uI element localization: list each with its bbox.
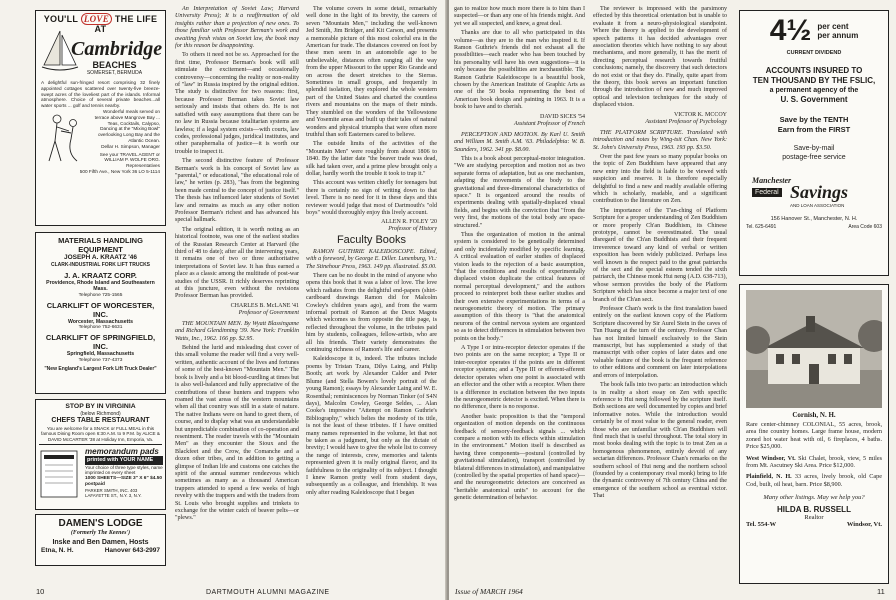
mail-line-2: postage-free service	[782, 154, 846, 161]
paragraph: The volume covers in some detail, remarkably well done in the light of its brevity, the careers of seven "Mountain Men," including the well-known Jed Smith, Jim Bridger, and Kit Carson, and presents a memorable picture of this most colorful era in the American fur trade. The distances covered on foot by these men seem in an automobile age to be unbelievable, distances often ranging all the way from the upper Missouri to the upper Rio Grande and on across the desert stretches to the Sierras. Sometimes in small groups, and frequently in splendid isolation, they explored the whole western part of the United States and charted the countless rivers and mountains on the maps of their minds. They stumbled on the wonders of the Yellowstone and Yosemite areas and built up their tales of natural wonders and physical triumphs that were often more truthful than soft Easterners cared to believe.	[306, 6, 437, 138]
bank-logo-mid: Federal	[752, 188, 782, 197]
save-line-1: Save by the TENTH	[779, 115, 849, 124]
mh-line5: Providence, Rhode Island and Southeastern Mass.	[46, 279, 155, 292]
review-citation: THE PLATFORM SCRIPTURE. Translated with introduction and notes by Wing-tsit Chan. New York: St. John's University Press, 1963. 193 pp. $3.50.	[593, 129, 727, 151]
mh-line2: JOSEPH A. KRAATZ '46	[63, 254, 138, 261]
cambridge-sailboat-illustration	[40, 29, 80, 73]
mh-line7: CLARKLIFT OF WORCESTER, INC.	[46, 300, 155, 319]
paragraph: The original edition, it is worth noting as an historical footnote, was one of the earliest studies of the Russian Research Center at Harvard (the third of 48 to date); after all the intervening years, it remains one of two or three authoritative interpretations of Soviet law. It has thus earned a place as a classic among the multitude of post-war studies of the USSR. It richly deserves reprinting at this juncture, even without the revisions Professor Berman has provided.	[175, 226, 299, 300]
rate-label-1: per cent	[817, 22, 849, 31]
damens-line1: DAMEN'S LODGE	[58, 518, 143, 529]
paragraph: A Type I or intra-receptor detector operates if the two points are on the same receptor; a Type II or inter-receptor operates if the points are in different receptor systems; and a Type III or efferent-afferent detector operates when one point is associated with an effector and the other with a receptor. When there is a difference in excitation between the two inputs the neurogeometric detector is excited. When there is no difference, there is no response.	[454, 345, 585, 411]
right-column-2	[593, 6, 727, 588]
right-page	[449, 0, 896, 600]
chefs-line4: You are welcome for a SNACK or FULL MEAL in this famous Dining Room open 6:30 A.M. to 9 P.M. by ALICE & DAVID McCARTER '38 at Holiday Inn, Emporia, Va.	[39, 426, 162, 446]
mh-line4: J. A. KRAATZ CORP.	[64, 270, 137, 280]
memo-price: 1000 SHEETS—SIZE 3" X 6" $4.50 postpaid	[85, 475, 163, 487]
chefs-line2: (below Richmond)	[80, 411, 121, 417]
memo-pads-ad	[39, 447, 162, 507]
mh-line1: MATERIALS HANDLING EQUIPMENT	[58, 236, 143, 254]
review-citation: THE MOUNTAIN MEN. By Wyatt Blassingame and Richard Glendinning '39. New York: Franklin Watts, Inc., 1962. 166 pp. $2.95.	[175, 320, 299, 342]
ad-agent-1: See your TRAVEL AGENT or WILLIAM P. WOLFE ORG. Representatives	[99, 151, 160, 169]
listing-place-2: West Windsor, Vt.	[746, 454, 796, 462]
listing-place-1: Cornish, N. H.	[792, 411, 836, 419]
reviewer-name: ALLEN R. FOLEY '20	[381, 219, 437, 226]
dividend-rate: 4½	[769, 14, 812, 47]
ad-body-2: Wonderful meals served on terrace above Mangrove Bay ... Teas, Cocktails, Calypso, Dancing at the "Mixing Bowl" overlooking Long Bay and the Atlantic Ocean.	[94, 108, 160, 143]
paragraph: This is a book about perceptual-motor integration. "We are studying perception and motion not as two separate forms of adaptation, but as one mechanism, adapting the movements of the body to the gravitational and three-dimensional characteristics of space." It is organized around the results of experiments dealing with spatially-displaced visual fields, and begins with the conviction that "from the very first, the motions of the total body are space-structured."	[454, 155, 585, 229]
cambridge-logo-script: Cambridge	[71, 38, 163, 60]
memo-title: memorandum pads	[85, 447, 159, 457]
listing-closing: Many other listings. May we help you?	[763, 494, 865, 502]
ad-body: A delightful sun-fringed resort comprising 32 finely appointed cottages scattered over twenty-five breeze-swept acres of the loveliest part of the islands. Informal atmosphere. Choice of several private beaches...all water sports ... golf and tennis nearby.	[41, 80, 160, 109]
page-number-left: 10	[36, 587, 45, 596]
listing-text-1: Rare center-chimney COLONIAL, 55 acres, brook, area fine country homes. Large frame house, modern zoned hot water heat with oil, 6 fireplaces, 4 baths. Price $25,000.	[746, 421, 882, 451]
realtor-town: Windsor, Vt.	[846, 521, 882, 529]
left-page	[0, 0, 447, 600]
manchester-savings-ad	[739, 10, 889, 276]
listing-text-2: Ski Chalet, brook, view, 5 miles from Mt. Ascutney Ski Area. Price $12,000.	[746, 454, 883, 470]
reviewer-title: Professor of Government	[238, 309, 299, 316]
page-number-right: 11	[877, 587, 885, 596]
bank-logo-top: Manchester	[752, 176, 792, 185]
paragraph: gan to realize how much more there is to him than I suspected—or than any one of his friends might. And yet we all suspected, and knew, a great deal.	[454, 6, 585, 27]
mh-line8: Worcester, Massachusetts	[67, 318, 134, 325]
review-citation: PERCEPTION AND MOTION. By Karl U. Smith and William M. Smith A.M. '63. Philadelphia: W. B. Saunders, 1962. 341 pp. $8.00.	[454, 131, 585, 153]
bank-area-code: Area Code 603	[848, 224, 882, 230]
realtor-tel: Tel. 554-W	[746, 521, 777, 529]
mh-line6: Telephone 725-1565	[78, 292, 123, 298]
damens-line3: Inske and Ben Damen, Hosts	[52, 538, 149, 546]
mh-line12: Telephone 737-4373	[78, 357, 123, 363]
paragraph: Thus the organization of motion in the animal system is considered to be genetically determined and only incidentally modified by specific learning. A critical evaluation of earlier studies of displaced vision leads to the rejection of a basic assumption, "that the conditions and results of experimentally displaced vision duplicate the critical features of normal perceptual development," and the authors proceed to reinterpret both these earlier studies and their own extensive experimentations in terms of a neurogeometric theory of motion. The primary assumption of this theory is "that the anatomical neurons of the central nervous system are organized so as to detect differences in stimulation between two points on the body."	[454, 231, 585, 342]
insured-4: U. S. Government	[780, 95, 848, 104]
dancing-couple-illustration	[41, 111, 87, 167]
paragraph: This account was written chiefly for teenagers but there is certainly no sign of writing down to that level. There is no need for it in these days and this reviewer would judge that most of Dartmouth's "old boys" would thoroughly enjoy this lively account.	[306, 180, 437, 216]
reviewer-name: DAVID SICES '54	[540, 113, 585, 120]
paragraph: The importance of the T'an-ching of Platform Scripture for a proper understanding of Zen Buddhism or more properly Ch'an Buddhism, its Chinese prototype, cannot be overestimated. The usual disregard of the Ch'an Buddhists and their frequent irreverence toward any kind of verbal or written exposition has been widely publicized. Perhaps less well known is the respect paid to the great patriarchs of the sect and the special esteem tended the sixth patriarch, the Chinese monk Hui neng (A.D. 638-713), whose sermon provides the body of the Platform Scripture which has since become a major text of one branch of the Ch'an sect.	[593, 207, 727, 303]
bank-tel: Tel. 625-6491	[746, 224, 777, 230]
reviewer-name: CHARLES B. McLANE '41	[230, 302, 299, 309]
damens-line4: Etna, N. H.	[41, 546, 74, 554]
realtor-name: HILDA B. RUSSELL	[777, 505, 851, 515]
right-column-1	[454, 6, 585, 576]
reviewer-title: Assistant Professor of Psychology	[645, 118, 727, 125]
review-text-intro: An Interpretation of Soviet Law; Harvard University Press); It is a reaffirmation of old insights rather than a projection of new ones. To those familiar with Professor Berman's work and awaiting fresh vistas on Soviet law, the book may for this reason be disappointing.	[175, 6, 299, 50]
realtor-role: Realtor	[804, 514, 824, 522]
paragraph: To others it need not be so. Approached for the first time, Professor Berman's book will still stimulate the excitement—and occasionally controversy—concerning the reality or non-reality of "law" in Russia inspired by the original edition. The study is distinctive for two reasons: first, because Professor Berman takes Soviet law seriously and insists that others do. He is not satisfied with easy assumptions that there can be no law in Russia because totalitarian systems are lawless; if a legal system exists—with courts, law codes, professional judges, juridical institutes, and other paraphernalia of justice—it is worth our trouble to inspect it.	[175, 52, 299, 155]
ad-agent-2: 500 Fifth Ave., New York 36 LO 5-1114	[79, 168, 160, 174]
mh-line13: "New England's Largest Fork Lift Truck Dealer"	[44, 365, 157, 372]
bank-address: 156 Hanover St., Manchester, N. H.	[770, 216, 858, 222]
ad-owner: Dellar H. Simpson, Manager	[101, 143, 160, 149]
mh-line9: Telephone 752-6631	[78, 325, 123, 330]
reviewer-signature	[175, 303, 299, 317]
materials-handling-ad	[35, 232, 166, 394]
insured-3: a permanent agency of the	[769, 87, 859, 94]
chefs-table-ad	[35, 399, 166, 510]
paragraph: Behind the lurid and misleading dust cover of this small volume the reader will find a very well-written, authentic account of the lives and fortunes of some of the best-known "Mountain Men." The book is lively and a bit blood-curdling at times but is also well-balanced and fully appreciative of the contributions of these hunters and trappers who roamed the vast areas of the western mountains when all that country was still in a state of nature. The native Indians were on hand to greet them, of course, and to display what was an understandable but unpredictable combination of co-operation and resentment. The reader travels with the "Mountain Men" as they encounter the Sioux and the Blackfeet and the Crow, the Comanche and a dozen other tribes, and in addition to getting a glimpse of Indian life and customs one catches the spirit of the annual summer rendezvous which sometimes as many as a thousand American trappers attended to spend a few weeks of high revelry with the trappers and with the traders from St. Louis who brought supplies and trinkets to exchange for the winter catch of beaver pelts—or "plews."	[175, 345, 299, 522]
memo-company: PARKER SMITH, INC. 403 LAFAYETTE ST., N.Y. 3, N.Y.	[85, 487, 142, 499]
paragraph: The book falls into two parts: an introduction which is in reality a short essay on Zen with specific reference to Hui neng followed by the scripture itself. Both sections are well documented by copies and brief informative notes. While the introduction would certainly be of most value to the general reader, even those who are unfamiliar with Ch'an Buddhism will find much that is useful throughout. The total story in most books dealing with the topic is to treat Zen as a homogenous phenomenon, entirely devoid of any sectarian differences. Professor Chan's remarks on the southern school of Hui neng and the northern school (founded by a contemporary rival monk) bring to life the dynamic controversy of 7th century China and the emergence of the southern school as eventual victor. That	[593, 382, 727, 500]
cambridge-beaches-ad	[35, 10, 166, 226]
love-script: LOVE	[81, 13, 112, 25]
memo-sub: printed with YOUR NAME	[85, 456, 163, 465]
paragraph: The outside limits of the activities of the "Mountain Men" were roughly from about 1806 to 1840. By the latter date "the beaver trade was dead, silk had taken over, and a prime plew brought only a dollar, hardly worth the trouble it took to trap it."	[306, 141, 437, 177]
save-line-2: Earn from the FIRST	[777, 124, 851, 134]
paragraph: Another basic proposition is that the "temporal organization of motion depends on the continuous feedback of sensory-feedback signals ... which compare a motion with its effects within stimulation in the environment." Motion itself is described as having three components—postural (controlled by gravitational stimulation), transport (controlled by bilateral differences in stimulation), and manipulative (controlled by the spatial properties of hand space)—and the neurogeometric detectors are conceived as "heritable anatomical units" to account for the genetic determination of behavior.	[454, 413, 585, 502]
reviewer-title: Professor of History	[388, 226, 437, 233]
footer-magazine-title: DARTMOUTH ALUMNI MAGAZINE	[206, 589, 330, 596]
ad-location: SOMERSET, BERMUDA	[86, 70, 143, 76]
paragraph: Over the past few years so many popular books on the topic of Zen Buddhism have appeared that any new entry into the field is liable to be viewed with suspicion and reserve. It is therefore especially delightful to find a new and readily available offering which is scholarly, readable, and a significant contribution to the literature on Zen.	[593, 153, 727, 205]
colonial-house-illustration	[746, 290, 882, 408]
bank-logo-tag: AND LOAN ASSOCIATION	[790, 203, 845, 208]
reviewer-name: VICTOR K. MCCOY	[673, 111, 727, 118]
ad-beaches: BEACHES	[92, 60, 137, 70]
review-citation: RAMON GUTHRIE KALEIDOSCOPE. Edited, with a foreword, by George E. Diller. Lunenburg, Vt.: The Stinehour Press, 1963. 149 pp. illustrated. $5.00.	[306, 248, 437, 270]
paragraph: Professor Chan's work is the first translation based entirely on the earliest known copy of the Platform Scripture discovered by Sir Aurel Stein in the caves of Tun Huang at the turn of the century. Professor Chan has not limited himself exclusively to the Stein manuscript, but has supplemented a study of that manuscript with other copies of later dates and one valuable feature of the book is the frequent reference to other editions and comment on later interpolations and errors of interpolation.	[593, 306, 727, 379]
reviewer-title: Assistant Professor of French	[513, 120, 585, 127]
left-column-1	[175, 6, 299, 588]
mh-line11: Springfield, Massachusetts	[66, 351, 135, 357]
reviewer-signature	[593, 112, 727, 126]
chefs-line1: STOP BY IN VIRGINIA	[65, 403, 136, 410]
footer-issue: Issue of MARCH 1964	[455, 587, 523, 596]
paragraph: The reviewer is impressed with the parsimony effected by this theoretical orientation but is unable to evaluate it from a neuro-physiological standpoint. Where the theory is applied to the development of speech patterns it has decided advantages over association theories which have nothing to say about mechanisms, and more generally, it has the merit of directing perceptual research towards fruitful conclusions; namely, the discovery that such detectors do not exist or that they do. Finally, quite apart from the theory, this book serves an important function through the introduction of new and much improved optical and television techniques for the study of displaced vision.	[593, 6, 727, 109]
bank-logo-big: Savings	[790, 182, 849, 202]
manchester-savings-logo	[752, 176, 876, 216]
insured-2: TEN THOUSAND BY THE FSLIC,	[752, 76, 876, 85]
damens-line5: Hanover 643-2997	[104, 546, 160, 554]
damens-line2: (Formerly The Keenes')	[70, 530, 131, 536]
paragraph: The second distinctive feature of Professor Berman's work is his concept of Soviet law as "parental," or educational, "the educational role of law," he writes (p. 283), "has from the beginning been made central to the concept of justice itself." The thesis has influenced later students of Soviet law and remains as much as any other notion Professor Berman's richest and has advanced his special hallmark.	[175, 158, 299, 224]
paragraph: There can be no doubt in the mind of anyone who opens this book that it was a labor of love. The love which radiates from the delightful end-papers (shirt-cardboard drawings Ramon did for Malcolm Cowley's children years ago), and from the warm informal portrait of Ramon at the Deux Magots which welcomes us from opposite the title page, is reflected throughout the volume, in the tributes paid him by students, colleagues, fellow-artists, who are all his friends. Their variety demonstrates the continuing richness of Ramon's life and career.	[306, 273, 437, 354]
paragraph: Kaleidoscope it is, indeed. The tributes include poems by Tristan Tzara, Dilys Laing, and Philip Booth; art work by Alexander Calder and Peter Blume (and Stella Bowen's lovely portrait of the young Ramon); essays by Alexander Laing and W. E. Rosenthal; reminiscences by Norman Tinker (of S4N days), Malcolm Cowley, George Seldes, ... Alan Cooke's impressive "Attempt on Ramon Guthrie's Bibliography," which belies the modesty of its title, is not the least of these tributes. If I have omitted many names represented in the volume, let that not be taken as a judgment, but only as the dictate of brevity; I would have to give the whole list to convey the range of interests, crew, memories and talents represented given it is really original flavor, and its faithfulness to the originality of its subject. I thought I knew Ramon pretty well from student days, subsequently as a colleague, and friendship. It was only after reading Kaleidoscope that I began	[306, 356, 437, 496]
realtor-ad	[739, 284, 889, 584]
mh-line3: CLARK-INDUSTRIAL FORK LIFT TRUCKS	[50, 262, 151, 268]
mail-line-1: Save-by-mail	[793, 145, 835, 152]
memo-pad-illustration	[39, 449, 81, 501]
rate-label-2: per annum	[817, 31, 859, 40]
ad-headline-b: THE LIFE AT	[94, 14, 158, 34]
paragraph: Thanks are due to all who participated in this volume—as they are to the man who inspired it. If Ramon Guthrie's friends did not exhaust all the possibilities—each reader who has been touched by his personality will have his own suggestions—it is only because the possibilities are inexhaustible. The Ramon Guthrie Kaleidoscope is a beautiful book, chosen by the American Institute of Graphic Arts as one of the 50 books representing the best of American book design and painting in 1963. It is a book to have and to cherish.	[454, 30, 585, 111]
listing-text-3: 33 acres, lively brook, old Cape Cod, built, oil heat, barn. Price $8,900.	[746, 473, 882, 488]
section-heading-faculty-books: Faculty Books	[336, 234, 407, 247]
damens-lodge-ad	[35, 514, 166, 566]
memo-body: Your choice of three type styles, name imprinted on every sheet	[85, 464, 163, 476]
left-column-2	[306, 6, 437, 588]
reviewer-signature	[306, 219, 437, 233]
insured-1: ACCOUNTS INSURED TO	[765, 66, 863, 75]
chefs-line3: CHEFS TABLE RESTAURANT	[51, 417, 150, 424]
current-dividend: CURRENT DIVIDEND	[786, 50, 842, 56]
ad-headline-a: YOU'LL	[43, 14, 79, 24]
reviewer-signature	[454, 114, 585, 128]
mh-line10: CLARKLIFT OF SPRINGFIELD, INC.	[45, 333, 156, 351]
listing-place-3: Plainfield, N. H.	[746, 473, 792, 481]
